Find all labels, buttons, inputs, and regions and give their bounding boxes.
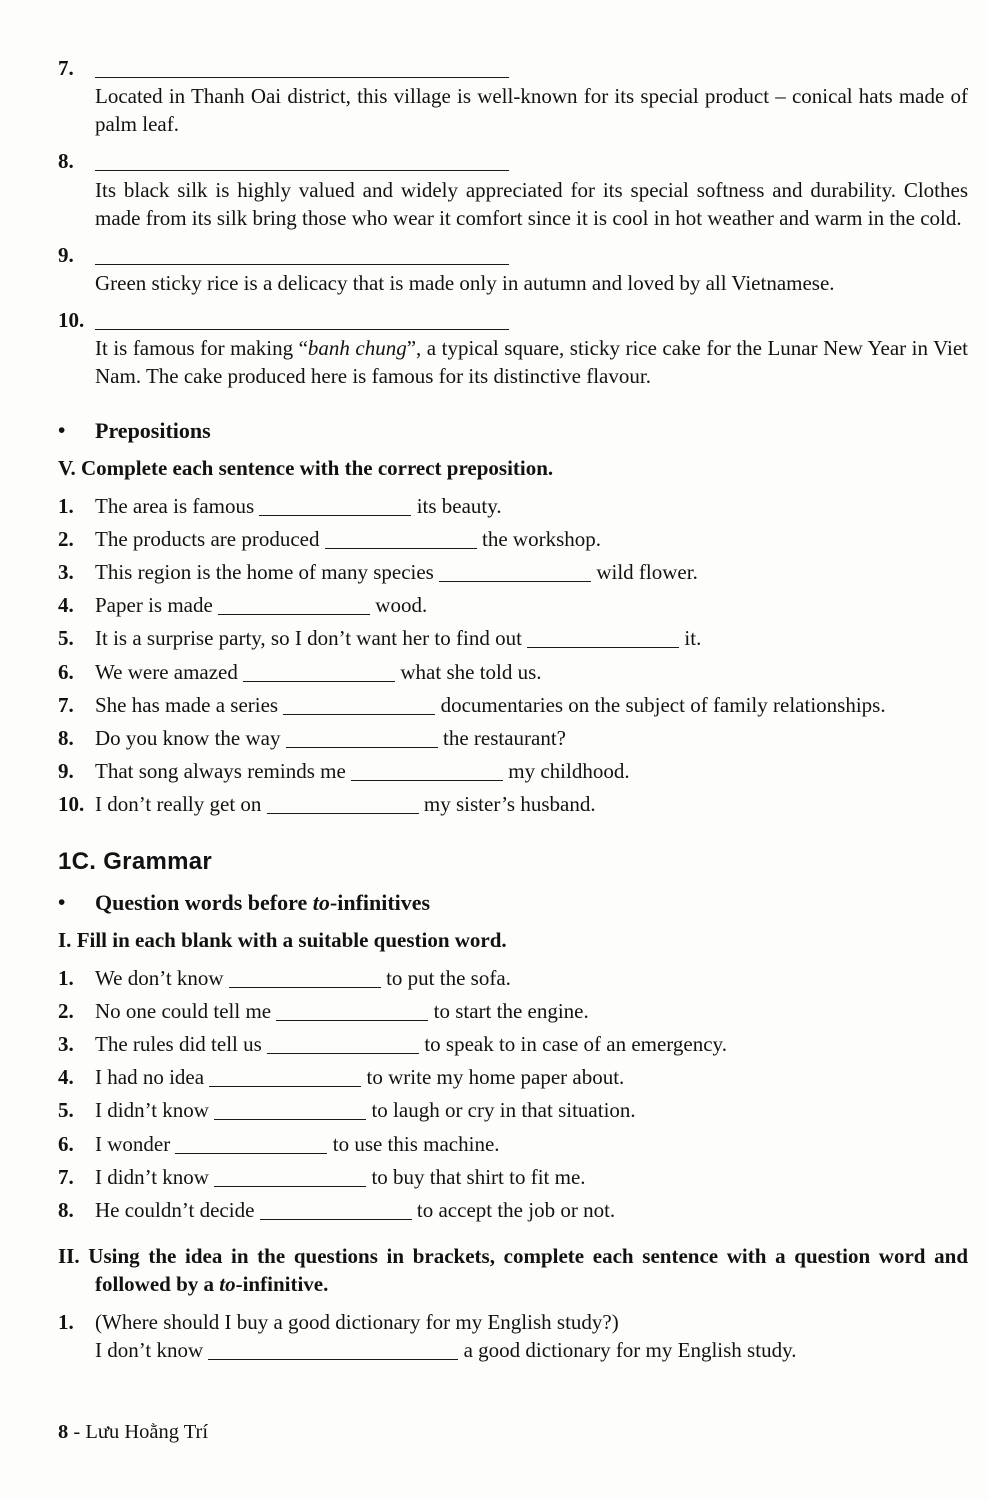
item-number: 1. [58, 493, 74, 518]
answer-item [58, 241, 968, 297]
sentence-pre: She has made a series [95, 692, 279, 717]
sentence-post: wild flower. [596, 560, 698, 585]
sentence [95, 1196, 968, 1224]
answer-text-pre: It is famous for making “ [95, 336, 308, 361]
fill-in-blank [95, 312, 509, 330]
sentence-post: wood. [375, 593, 428, 618]
fill-in-blank [286, 730, 438, 748]
item-number: 3. [58, 560, 74, 585]
sentence-pre: That song always reminds me [95, 758, 346, 783]
item-number: 9. [58, 242, 74, 267]
item-number: 2. [58, 527, 74, 552]
fill-in-item [58, 757, 968, 785]
item-number: 7. [58, 692, 74, 717]
grammar-section-title: 1C. Grammar [58, 848, 213, 876]
sentence-group [95, 1308, 968, 1364]
sentence [95, 1063, 968, 1091]
exercise-label: II. [58, 1243, 80, 1268]
answer-text: Its black silk is highly valued and widely appreciated for its special softness and durability. Clothes made from its silk bring those who wear it comfort since it is cool in hot weather and warm in the cold. [95, 177, 968, 230]
fill-in-blank [209, 1070, 361, 1088]
fill-in-item [58, 492, 968, 520]
item-number: 2. [58, 999, 74, 1024]
sentence-pre: The products are produced [95, 527, 320, 552]
fill-in-item [58, 964, 968, 992]
sentence-pre: It is a surprise party, so I don’t want her to find out [95, 626, 522, 651]
exercise-label: I. [58, 927, 72, 952]
sentence [95, 724, 968, 752]
fill-in-blank [267, 1036, 419, 1054]
sentence-post: to start the engine. [433, 999, 589, 1024]
sentence-pre: I didn’t know [95, 1164, 209, 1189]
fill-in-item [58, 1030, 968, 1058]
fill-in-blank [229, 970, 381, 988]
bracket-prompt: (Where should I buy a good dictionary for my English study?) [95, 1310, 619, 1335]
fill-in-item [58, 724, 968, 752]
fill-in-item [58, 1163, 968, 1191]
sentence [95, 757, 968, 785]
item-number: 8. [58, 1197, 74, 1222]
sentence [95, 558, 968, 586]
sentence-post: to write my home paper about. [366, 1065, 625, 1090]
sentence-pre: Paper is made [95, 593, 213, 618]
sentence [95, 1163, 968, 1191]
answer-body [95, 54, 968, 138]
sentence [95, 624, 968, 652]
answer-body [95, 241, 968, 297]
item-number: 10. [58, 792, 85, 817]
sentence-pre: This region is the home of many species [95, 560, 434, 585]
grammar-section [58, 846, 968, 1364]
sentence-post: my childhood. [508, 758, 630, 783]
sentence-post: to accept the job or not. [416, 1197, 616, 1222]
answers-section [58, 54, 968, 390]
answer-item [58, 306, 968, 390]
sentence-post: to use this machine. [332, 1131, 500, 1156]
exercise-instruction-text: Fill in each blank with a suitable question word. [76, 927, 507, 952]
item-number: 7. [58, 56, 74, 80]
grammar-ex2-instruction [58, 1242, 968, 1298]
sentence [95, 1030, 968, 1058]
sentence [95, 525, 968, 553]
sentence-post: documentaries on the subject of family relationships. [440, 692, 886, 717]
answer-text-italic: banh chung [307, 336, 407, 361]
prepositions-section [58, 416, 968, 818]
answer-blank-line [95, 54, 968, 82]
prepositions-heading-row [58, 416, 968, 445]
grammar-subheading [95, 888, 968, 917]
exercise-instruction-italic: to [219, 1272, 236, 1297]
sentence-post: to put the sofa. [386, 965, 511, 990]
grammar-heading-row [58, 888, 968, 917]
exercise-instruction-post: -infinitive. [235, 1272, 329, 1297]
sentence-post: its beauty. [416, 493, 502, 518]
answer-text [95, 334, 968, 390]
page-footer [58, 1419, 208, 1446]
sentence-pre: We don’t know [95, 965, 224, 990]
sentence [95, 591, 968, 619]
sentence [95, 492, 968, 520]
sentence [95, 790, 968, 818]
page-number: 8 [58, 1420, 69, 1443]
item-number: 7. [58, 1164, 74, 1189]
item-number: 8. [58, 149, 74, 174]
fill-in-item [58, 658, 968, 686]
fill-in-item [58, 1096, 968, 1124]
answer-body [95, 306, 968, 390]
item-number: 8. [58, 725, 74, 750]
sentence [95, 1096, 968, 1124]
fill-in-blank [175, 1136, 327, 1154]
fill-in-blank [527, 631, 679, 649]
sentence-pre: I don’t really get on [95, 792, 262, 817]
fill-in-item [58, 691, 968, 719]
answer-item [58, 54, 968, 138]
sentence-post: the restaurant? [442, 725, 567, 750]
prepositions-instruction [58, 454, 968, 482]
sentence-pre: He couldn’t decide [95, 1197, 255, 1222]
answer-body [95, 147, 968, 231]
item-number: 1. [58, 965, 74, 990]
sentence-post: to speak to in case of an emergency. [424, 1032, 727, 1057]
bullet-icon: • [58, 890, 66, 915]
item-number: 4. [58, 593, 74, 618]
answer-blank-line [95, 241, 968, 269]
author-credit: - Lưu Hoằng Trí [73, 1420, 209, 1443]
fill-in-item [58, 1130, 968, 1158]
fill-in-blank [243, 664, 395, 682]
item-number: 6. [58, 659, 74, 684]
subheading-pre: Question words before [95, 890, 308, 916]
fill-in-blank [283, 697, 435, 715]
fill-in-blank [214, 1169, 366, 1187]
answer-item [58, 147, 968, 231]
fill-in-item [58, 790, 968, 818]
sentence [95, 658, 968, 686]
sentence [95, 1336, 968, 1364]
fill-in-blank [218, 598, 370, 616]
subheading-post: -infinitives [329, 890, 431, 916]
sentence-pre: I wonder [95, 1131, 171, 1156]
sentence-post: what she told us. [400, 659, 542, 684]
exercise-label: V. [58, 455, 76, 480]
sentence [95, 964, 968, 992]
item-number: 5. [58, 1098, 74, 1123]
fill-in-item [58, 525, 968, 553]
fill-in-blank [95, 60, 509, 78]
item-number: 1. [58, 1310, 74, 1335]
answer-text: Green sticky rice is a delicacy that is made only in autumn and loved by all Vietnamese. [95, 270, 835, 295]
sentence-pre: Do you know the way [95, 725, 281, 750]
subheading-italic: to [312, 890, 330, 916]
sentence [95, 1130, 968, 1158]
sentence-pre: I had no idea [95, 1065, 205, 1090]
fill-in-item [58, 1063, 968, 1091]
fill-in-blank [260, 1202, 412, 1220]
fill-in-blank [351, 763, 503, 781]
bullet-icon: • [58, 418, 66, 443]
sentence-post: the workshop. [482, 527, 601, 552]
answer-text-post: ”, a typical square, sticky rice cake for the Lunar New Year in Viet Nam. The cake produced here is famous for its distinctive flavour. [95, 336, 969, 389]
sentence-post: to buy that shirt to fit me. [371, 1164, 586, 1189]
sentence-pre: No one could tell me [95, 999, 272, 1024]
answer-text: Located in Thanh Oai district, this village is well-known for its special product – conical hats made of palm leaf. [95, 84, 968, 137]
sentence-post: my sister’s husband. [423, 792, 596, 817]
answer-blank-line [95, 306, 968, 334]
fill-in-blank [259, 498, 411, 516]
item-number: 9. [58, 758, 74, 783]
item-number: 4. [58, 1065, 74, 1090]
fill-in-blank [95, 247, 509, 265]
sentence-pre: I didn’t know [95, 1098, 209, 1123]
sentence [95, 997, 968, 1025]
sentence-pre: The rules did tell us [95, 1032, 262, 1057]
exercise-instruction-pre: Using the idea in the questions in brackets, complete each sentence with a question word and followed by a [88, 1243, 969, 1297]
fill-in-blank [208, 1343, 458, 1361]
fill-in-blank [325, 531, 477, 549]
sentence-pre: The area is famous [95, 493, 255, 518]
item-number: 5. [58, 626, 74, 651]
fill-in-item [58, 624, 968, 652]
sentence-post: it. [684, 626, 702, 651]
sentence-pre: I don’t know [95, 1338, 204, 1363]
prepositions-heading: Prepositions [95, 418, 211, 444]
exercise-instruction-text: Complete each sentence with the correct preposition. [80, 455, 554, 480]
fill-in-blank [214, 1103, 366, 1121]
answer-blank-line [95, 147, 968, 175]
fill-in-blank [439, 564, 591, 582]
sentence-post: a good dictionary for my English study. [463, 1338, 797, 1363]
fill-in-item [58, 1308, 968, 1364]
fill-in-item [58, 558, 968, 586]
sentence-post: to laugh or cry in that situation. [371, 1098, 636, 1123]
fill-in-blank [267, 796, 419, 814]
item-number: 10. [58, 308, 85, 332]
fill-in-item [58, 997, 968, 1025]
fill-in-blank [276, 1003, 428, 1021]
fill-in-blank [95, 154, 509, 172]
sentence-pre: We were amazed [95, 659, 238, 684]
grammar-ex1-instruction [58, 926, 968, 954]
item-number: 3. [58, 1032, 74, 1057]
item-number: 6. [58, 1131, 74, 1156]
sentence [95, 691, 968, 719]
fill-in-item [58, 1196, 968, 1224]
fill-in-item [58, 591, 968, 619]
